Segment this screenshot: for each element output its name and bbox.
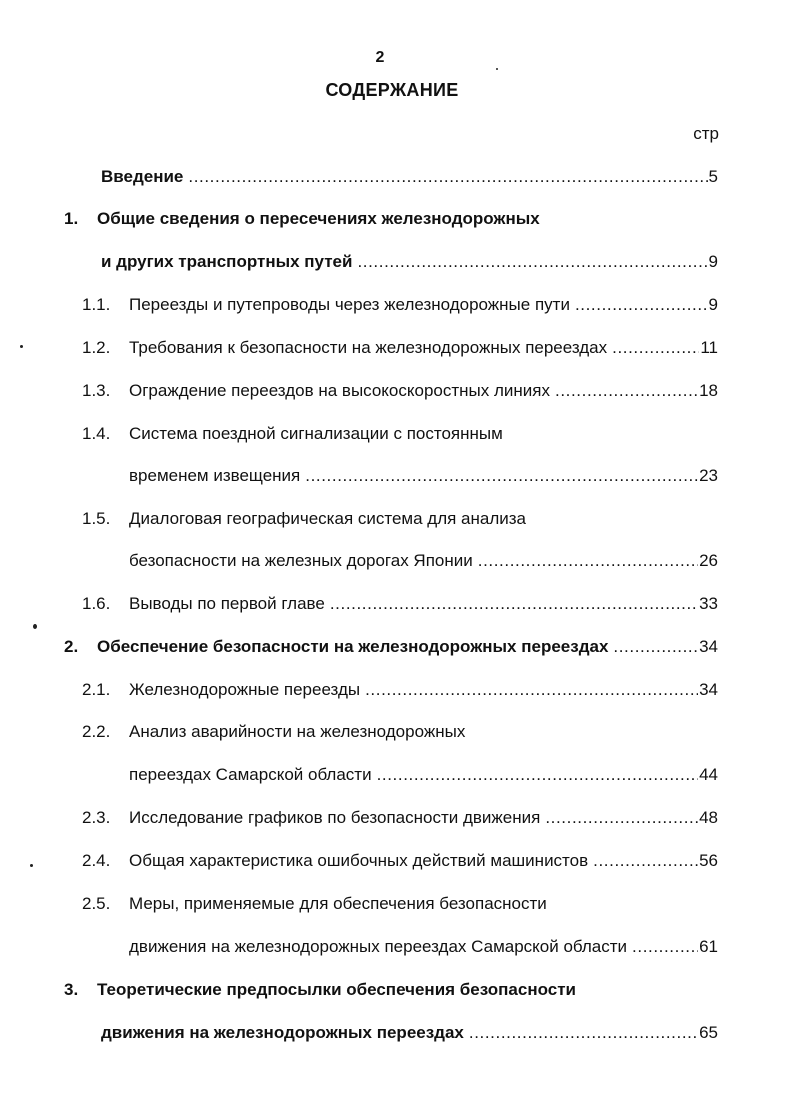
toc-entry-text: Система поездной сигнализации с постоянным [129,424,503,443]
toc-entry-number: 3. [64,980,79,999]
toc-chapter-1-line2 [0,251,792,273]
toc-entry-text: Исследование графиков по безопасности движения [129,808,541,827]
toc-entry-text: Меры, применяемые для обеспечения безопасности [129,894,547,913]
toc-page-number: 5 [708,167,718,186]
toc-section-2-2-line2 [0,764,792,786]
toc-leader-dots [612,337,699,359]
toc-entry-row [129,936,718,958]
toc-entry-number: 2.5. [82,894,111,913]
toc-entry-text: Требования к безопасности на железнодорожных переездах [129,338,608,357]
toc-page-number: 48 [699,808,718,827]
toc-section-2-5-line1 [0,893,792,915]
toc-entry-text: Теоретические предпосылки обеспечения безопасности [97,980,576,999]
toc-section-1-4-line1 [0,423,792,445]
toc-entry-text: Общая характеристика ошибочных действий машинистов [129,851,589,870]
toc-leader-dots [330,593,698,615]
toc-entry-number: 1.3. [82,381,111,400]
toc-page-number: 26 [699,551,718,570]
scan-speck [20,345,23,348]
toc-entry-number: 2.1. [82,680,111,699]
toc-entry-text: переездах Самарской области [129,765,372,784]
scan-speck [33,624,37,629]
toc-entry-row [129,593,718,615]
toc-section-1-3 [0,380,792,402]
toc-entry-text: безопасности на железных дорогах Японии [129,551,473,570]
toc-entry-text: Общие сведения о пересечениях железнодорожных [97,209,540,228]
toc-entry-row [97,636,718,658]
toc-entry-text: и других транспортных путей [101,252,353,271]
toc-section-1-2 [0,337,792,359]
scan-speck [496,68,498,70]
toc-leader-dots [377,764,699,786]
toc-entry-text: Ограждение переездов на высокоскоростных линиях [129,381,550,400]
toc-entry-number: 2.4. [82,851,111,870]
toc-leader-dots [357,251,707,273]
toc-leader-dots [469,1022,698,1044]
toc-entry-number: 1.6. [82,594,111,613]
toc-leader-dots [555,380,698,402]
toc-page-number: 11 [700,338,718,357]
toc-entry-text: Переезды и путепроводы через железнодорожные пути [129,295,570,314]
toc-entry-row [129,850,718,872]
toc-leader-dots [575,294,708,316]
toc-entry-text: временем извещения [129,466,301,485]
page-number: 2 [375,49,385,66]
toc-chapter-1-line1 [0,208,792,230]
toc-chapter-3-line2 [0,1022,792,1044]
toc-leader-dots [188,166,707,188]
toc-section-1-5-line2 [0,550,792,572]
toc-entry-number: 1.1. [82,295,111,314]
toc-entry-number: 2. [64,637,79,656]
toc-page-number: 61 [699,937,718,956]
toc-entry-number: 1.2. [82,338,111,357]
toc-chapter-3-line1 [0,979,792,1001]
toc-leader-dots [305,465,698,487]
toc-leader-dots [365,679,698,701]
toc-entry-row [101,1022,718,1044]
toc-leader-dots [613,636,698,658]
toc-entry-row [129,807,718,829]
toc-page-number: 44 [699,765,718,784]
toc-entry-row [129,380,718,402]
toc-entry-row [129,294,718,316]
toc-section-2-4 [0,850,792,872]
toc-entry-number: 1.5. [82,509,111,528]
toc-section-2-2-line1 [0,721,792,743]
toc-section-1-6 [0,593,792,615]
toc-leader-dots [632,936,698,958]
toc-entry-row [129,679,718,701]
toc-entry-text: движения на железнодорожных переездах Самарской области [129,937,628,956]
toc-leader-dots [545,807,698,829]
toc-entry-number: 2.3. [82,808,111,827]
toc-section-2-1 [0,679,792,701]
toc-entry-number: 1.4. [82,424,111,443]
toc-page-number: 34 [699,680,718,699]
toc-page-number: 23 [699,466,718,485]
toc-chapter-2 [0,636,792,658]
toc-page-number: 33 [699,594,718,613]
toc-entry-text: Диалоговая географическая система для анализа [129,509,527,528]
toc-section-1-4-line2 [0,465,792,487]
toc-entry-row [101,251,718,273]
toc-section-2-3 [0,807,792,829]
toc-entry-number: 1. [64,209,79,228]
toc-entry-row [129,465,718,487]
toc-page-number: 56 [699,851,718,870]
toc-entry-intro-row [101,166,718,188]
toc-section-1-5-line1 [0,508,792,530]
toc-leader-dots [593,850,698,872]
page-title: СОДЕРЖАНИЕ [325,80,459,100]
toc-page-number: 9 [708,295,718,314]
toc-entry-text: движения на железнодорожных переездах [101,1023,464,1042]
toc-entry-text: Выводы по первой главе [129,594,325,613]
toc-page-number: 9 [708,252,718,271]
toc-section-2-5-line2 [0,936,792,958]
toc-entry-text: Железнодорожные переезды [129,680,361,699]
scan-speck [30,864,33,867]
toc-entry-text: Обеспечение безопасности на железнодорожных переездах [97,637,609,656]
toc-entry-row [129,764,718,786]
toc-entry-row [129,337,718,359]
toc-entry-intro [0,166,792,188]
toc-page-number: 65 [699,1023,718,1042]
toc-leader-dots [478,550,698,572]
page-column-label: стр [693,124,719,143]
toc-entry-row [129,550,718,572]
toc-entry-number: 2.2. [82,722,111,741]
toc-entry-text: Анализ аварийности на железнодорожных [129,722,466,741]
toc-entry-text: Введение [101,167,184,186]
toc-section-1-1 [0,294,792,316]
toc-page-number: 18 [699,381,718,400]
toc-page-number: 34 [699,637,718,656]
